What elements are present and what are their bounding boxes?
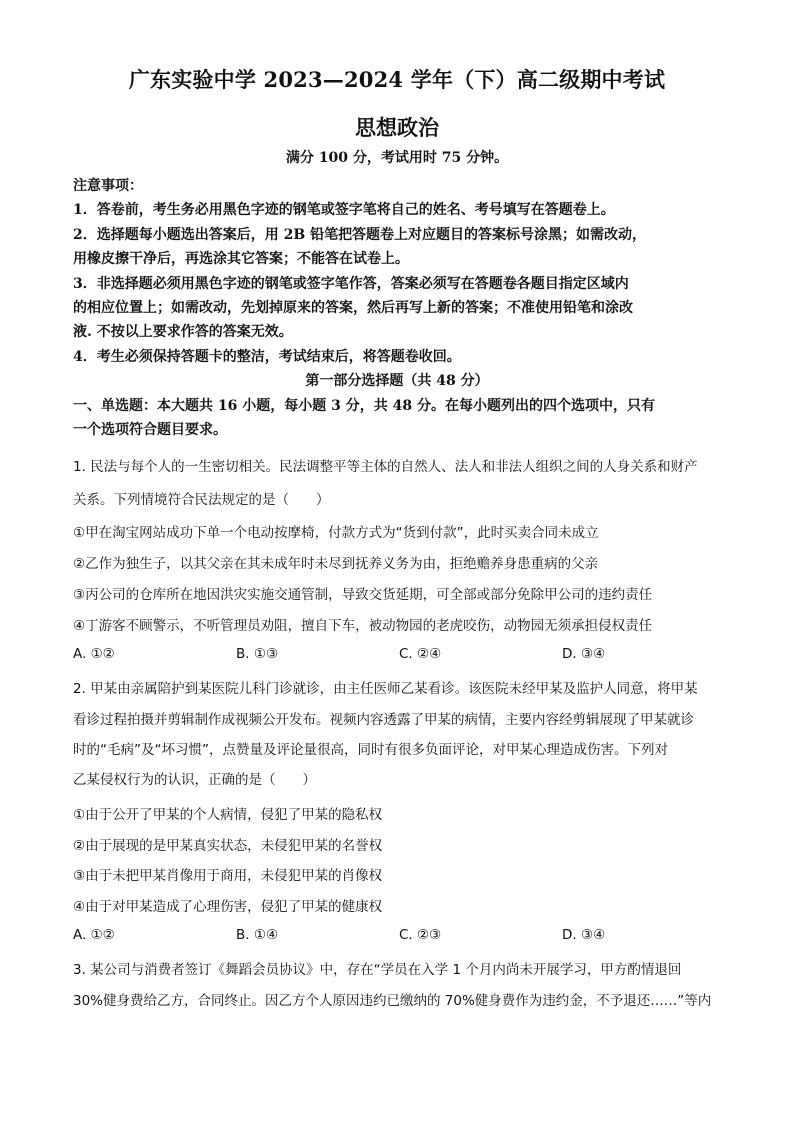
question-item: ③丙公司的仓库所在地因洪灾实施交通管制，导致交货延期，可全部或部分免除甲公司的违约责任 xyxy=(73,587,653,603)
question-item: ①甲在淘宝网站成功下单一个电动按摩椅，付款方式为“货到付款”，此时买卖合同未成立 xyxy=(73,525,599,541)
question-item: ②乙作为独生子，以其父亲在其未成年时未尽到抚养义务为由，拒绝赡养身患重病的父亲 xyxy=(73,556,599,572)
answer-options xyxy=(73,927,733,947)
question-stem-line: 3. 某公司与消费者签订《舞蹈会员协议》中，存在“学员在入学 1 个月内尚未开展学习，甲方酌情退回 xyxy=(73,962,682,978)
option-b: B. ①③ xyxy=(236,646,279,662)
answer-options xyxy=(73,646,733,666)
question-stem-line: 30%健身费给乙方，合同终止。因乙方个人原因违约已缴纳的 70%健身费作为违约金，不予退还……”等内 xyxy=(73,993,712,1009)
question-stem-line: 乙某侵权行为的认识，正确的是（ ） xyxy=(73,772,316,788)
option-d: D. ③④ xyxy=(562,927,606,943)
notice-line: 液. 不按以上要求作答的答案无效。 xyxy=(73,324,293,340)
exam-title: 广东实验中学 2023—2024 学年（下）高二级期中考试 xyxy=(128,67,666,92)
notice-line: 的相应位置上；如需改动，先划掉原来的答案，然后再写上新的答案；不准使用铅笔和涂改 xyxy=(73,300,633,316)
question-stem-line: 1. 民法与每个人的一生密切相关。民法调整平等主体的自然人、法人和非法人组织之间的人身关系和财产 xyxy=(73,459,698,475)
question-stem-line: 时的“毛病”及“坏习惯”，点赞量及评论量很高，同时有很多负面评论，对甲某心理造成伤害。下列对 xyxy=(73,742,668,758)
full-score-note: 满分 100 分，考试用时 75 分钟。 xyxy=(285,150,509,166)
option-c: C. ②④ xyxy=(399,646,442,662)
section-intro-line: 一个选项符合题目要求。 xyxy=(73,422,227,438)
notice-heading: 注意事项： xyxy=(73,178,143,194)
notice-line: 2．选择题每小题选出答案后，用 2B 铅笔把答题卷上对应题目的答案标号涂黑；如需改动， xyxy=(73,227,647,243)
option-a: A. ①② xyxy=(73,927,115,943)
question-item: ①由于公开了甲某的个人病情，侵犯了甲某的隐私权 xyxy=(73,807,383,823)
question-stem-line: 关系。下列情境符合民法规定的是（ ） xyxy=(73,492,330,508)
notice-line: 3．非选择题必须用黑色字迹的钢笔或签字笔作答，答案必须写在答题卷各题目指定区域内 xyxy=(73,276,629,292)
question-item: ②由于展现的是甲某真实状态，未侵犯甲某的名誉权 xyxy=(73,838,383,854)
question-stem-line: 看诊过程拍摄并剪辑制作成视频公开发布。视频内容透露了甲某的病情，主要内容经剪辑展现了甲某就诊 xyxy=(73,712,694,728)
notice-line: 用橡皮擦干净后，再选涂其它答案；不能答在试卷上。 xyxy=(73,251,409,267)
section-intro-line: 一、单选题：本大题共 16 小题，每小题 3 分，共 48 分。在每小题列出的四个选项中，只有 xyxy=(73,398,655,414)
section-title: 第一部分选择题（共 48 分） xyxy=(305,373,489,389)
option-a: A. ①② xyxy=(73,646,115,662)
option-d: D. ③④ xyxy=(562,646,606,662)
option-c: C. ②③ xyxy=(399,927,442,943)
option-b: B. ①④ xyxy=(236,927,279,943)
question-item: ③由于未把甲某肖像用于商用，未侵犯甲某的肖像权 xyxy=(73,868,383,884)
question-stem-line: 2. 甲某由亲属陪护到某医院儿科门诊就诊，由主任医师乙某看诊。该医院未经甲某及监护人同意，将甲某 xyxy=(73,681,698,697)
question-item: ④丁游客不顾警示，不听管理员劝阻，擅自下车，被动物园的老虎咬伤，动物园无须承担侵权责任 xyxy=(73,618,653,634)
notice-line: 1．答卷前，考生务必用黑色字迹的钢笔或签字笔将自己的姓名、考号填写在答题卷上。 xyxy=(73,202,615,218)
question-item: ④由于对甲某造成了心理伤害，侵犯了甲某的健康权 xyxy=(73,899,383,915)
notice-line: 4．考生必须保持答题卡的整洁，考试结束后，将答题卷收回。 xyxy=(73,349,461,365)
subject-title: 思想政治 xyxy=(355,115,439,140)
